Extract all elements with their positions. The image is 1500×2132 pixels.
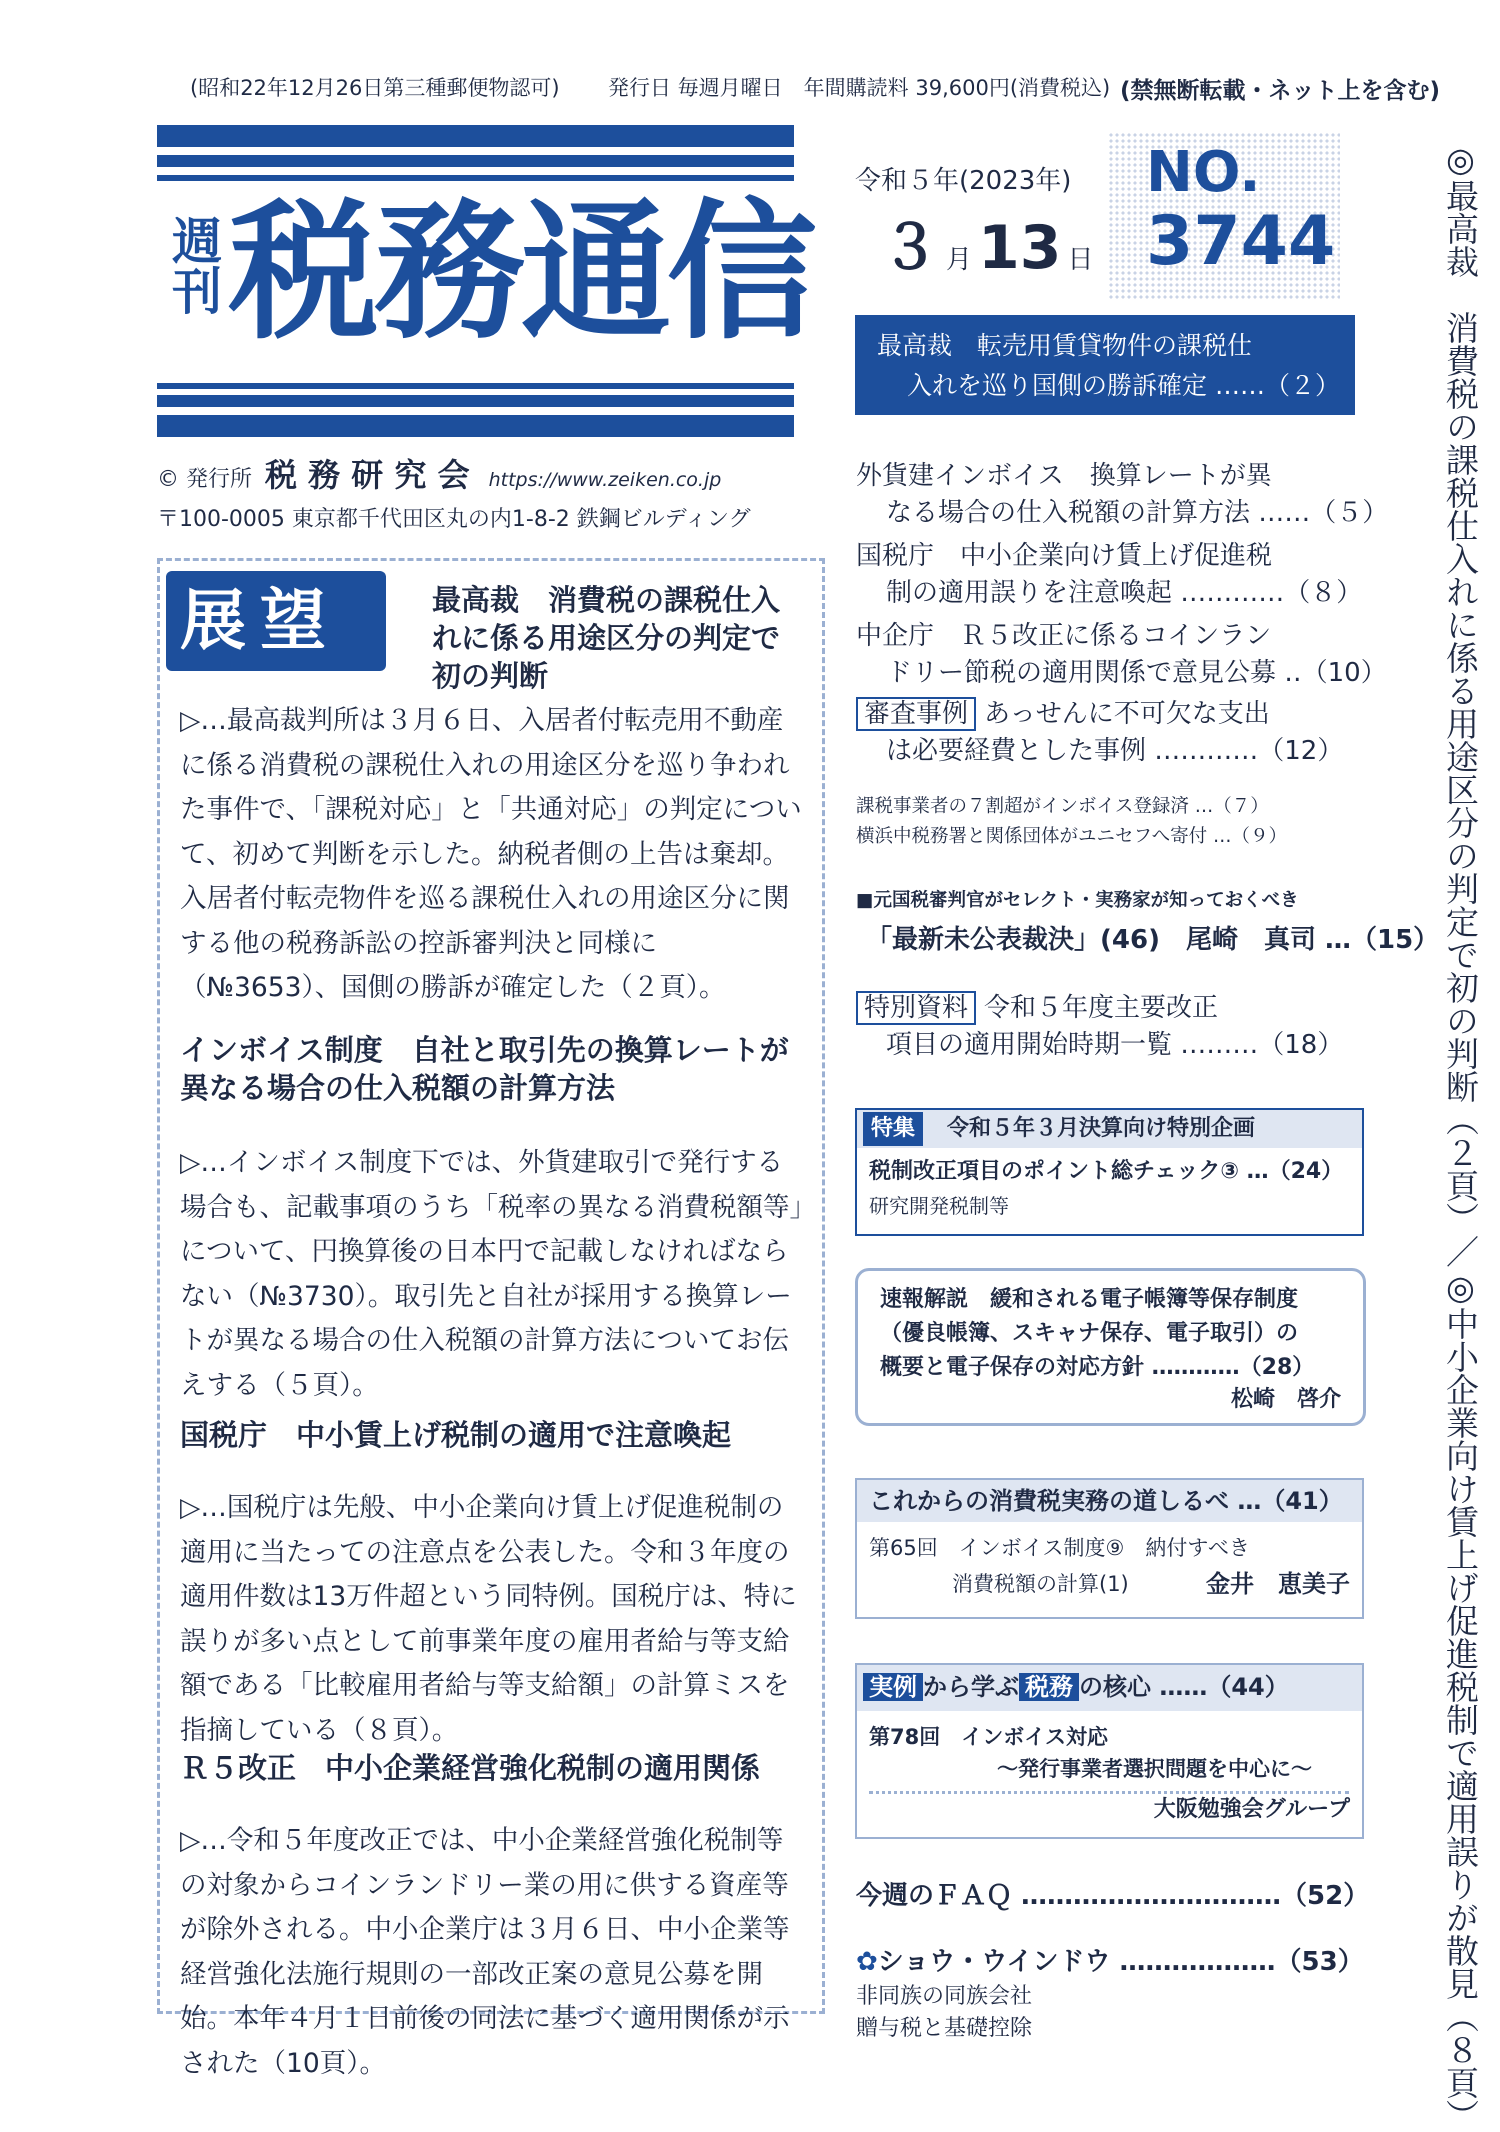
tax-tag: 税務 xyxy=(1019,1673,1079,1701)
short-news-item[interactable]: 横浜中税務署と関係団体がユニセフへ寄付 …（９） xyxy=(856,826,1288,847)
series-box-title: これからの消費税実務の道しるべ …（41） xyxy=(869,1487,1343,1515)
contents-item[interactable] xyxy=(856,618,1387,692)
case-study-tag: 実例 xyxy=(863,1673,923,1701)
day-unit: 日 xyxy=(1067,245,1094,275)
copy-notice: (禁無断転載・ネット上を含む) xyxy=(1120,78,1441,104)
publisher-address: 〒100-0005 東京都千代田区丸の内1-8-2 鉄鋼ビルディング xyxy=(157,507,751,532)
contents-line: 外貨建インボイス 換算レートが異 xyxy=(856,461,1272,491)
series-box-line-2: 消費税額の計算(1) xyxy=(952,1572,1129,1596)
date-day-number: 13 xyxy=(978,213,1062,283)
article-body: ▷…最高裁判所は３月６日、入居者付転売用不動産に係る消費税の課税仕入れの用途区分を巡り争われた事件で、「課税対応」と「共通対応」の判定について、初めて判断を示した。納税者側の上告は棄却。入居者付転売物件を巡る課税仕入れの用途区分に関する他の税務訴訟の控訴審判決と同様に（№3653）、国側の勝訴が確定した（２頁）。 xyxy=(180,705,802,1003)
faq-item[interactable]: 今週のＦＡＱ …………………………（52） xyxy=(856,1881,1370,1911)
feature-title: 令和５年３月決算向け特別企画 xyxy=(947,1116,1256,1141)
contents-line: 国税庁 中小企業向け賃上げ促進税 xyxy=(856,541,1273,571)
analysis-author: 松崎 啓介 xyxy=(1230,1387,1341,1412)
issue-info: 発行日 毎週月曜日 年間購読料 39,600円(消費税込) xyxy=(608,76,1111,100)
masthead-title: 税務通信 xyxy=(229,186,814,360)
short-news-list xyxy=(856,792,1376,852)
contents-line: 中企庁 Ｒ５改正に係るコインラン xyxy=(856,621,1272,651)
feature-tag: 特集 xyxy=(863,1112,923,1146)
case-study-author: 大阪勉強会グループ xyxy=(1153,1797,1350,1822)
case-study-title xyxy=(863,1669,1289,1705)
consumption-tax-series-box[interactable] xyxy=(855,1478,1364,1619)
month-unit: 月 xyxy=(946,245,973,275)
series-note: ■元国税審判官がセレクト・実務家が知っておくべき xyxy=(856,890,1299,911)
date-month: ３ xyxy=(880,213,940,283)
analysis-line-2: （優良帳簿、スキャナ保存、電子取引）の xyxy=(880,1321,1299,1346)
show-window-item[interactable] xyxy=(856,1944,1376,2045)
postal-permit: (昭和22年12月26日第三種郵便物認可) xyxy=(190,76,560,100)
breaking-analysis-box[interactable] xyxy=(855,1268,1366,1426)
tenbou-label-box xyxy=(166,571,386,671)
issue-number-box xyxy=(1108,132,1340,300)
series-box-author: 金井 恵美子 xyxy=(1206,1570,1350,1598)
case-study-line-1: 第78回 インボイス対応 xyxy=(869,1725,1109,1749)
case-study-title-mid: から学ぶ xyxy=(923,1673,1019,1701)
feature-box[interactable] xyxy=(855,1108,1364,1236)
contents-line: なる場合の仕入税額の計算方法 ……（５） xyxy=(886,498,1389,528)
special-material-item[interactable] xyxy=(856,990,1376,1064)
show-window-line-2: 贈与税と基礎控除 xyxy=(856,2016,1033,2041)
contents-line: 項目の適用開始時期一覧 ………（18） xyxy=(886,1030,1344,1060)
top-info-line xyxy=(190,72,1470,108)
article-heading: Ｒ５改正 中小企業経営強化税制の適用関係 xyxy=(180,1751,761,1785)
publisher-name: 税 務 研 究 会 xyxy=(265,456,470,494)
show-window-line-1: 非同族の同族会社 xyxy=(856,1984,1033,2009)
contents-item[interactable] xyxy=(856,696,1376,770)
publisher-line xyxy=(157,450,817,496)
article-heading: 最高裁 消費税の課税仕入れに係る用途区分の判定で初の判断 xyxy=(432,583,781,693)
case-tag: 審査事例 xyxy=(856,697,976,731)
feature-line-2: 研究開発税制等 xyxy=(869,1194,1009,1218)
featured-line-1: 最高裁 転売用賃貸物件の課税仕 xyxy=(877,331,1253,360)
short-news-item[interactable]: 課税事業者の７割超がインボイス登録済 …（７） xyxy=(856,796,1269,817)
show-window-title: ショウ・ウインドウ ………………（53） xyxy=(877,1947,1364,1977)
copyright-mark: © xyxy=(157,467,179,492)
feature-line-1: 税制改正項目のポイント総チェック③ …（24） xyxy=(869,1159,1344,1184)
series-box-line-1: 第65回 インボイス制度⑨ 納付すべき xyxy=(869,1536,1250,1560)
special-tag: 特別資料 xyxy=(856,991,976,1025)
flower-icon: ✿ xyxy=(856,1947,878,1977)
contents-line: ドリー節税の適用関係で意見公募 ‥（10） xyxy=(886,658,1387,688)
issue-date xyxy=(880,200,1094,286)
contents-line: 制の適用誤りを注意喚起 …………（８） xyxy=(886,578,1363,608)
masthead xyxy=(157,125,814,425)
issue-number: 3744 xyxy=(1146,202,1336,281)
weekly-label: 週刊 xyxy=(164,215,222,315)
contents-item[interactable] xyxy=(856,538,1376,612)
article-heading: 国税庁 中小賃上げ税制の適用で注意喚起 xyxy=(180,1418,732,1452)
analysis-line-3: 概要と電子保存の対応方針 …………（28） xyxy=(880,1355,1315,1380)
vertical-highlights: ◎最高裁 消費税の課税仕入れに係る用途区分の判定で初の判断（２頁）／◎中小企業向け賃上げ促進税制で適用誤りが散見（８頁） xyxy=(1441,140,1480,2132)
article-heading: インボイス制度 自社と取引先の換算レートが異なる場合の仕入税額の計算方法 xyxy=(180,1033,789,1105)
contents-line: あっせんに不可欠な支出 xyxy=(984,699,1270,729)
analysis-line-1: 速報解説 緩和される電子帳簿等保存制度 xyxy=(880,1287,1299,1312)
featured-line-2: 入れを巡り国側の勝訴確定 ……（２） xyxy=(907,371,1340,400)
date-era: 令和５年(2023年) xyxy=(855,166,1072,196)
featured-contents-item[interactable] xyxy=(855,315,1355,415)
article-body: ▷…インボイス制度下では、外貨建取引で発行する場合も、記載事項のうち「税率の異なる消費税額等」について、円換算後の日本円で記載しなければならない（№3730）。取引先と自社が採用する換算レートが異なる場合の仕入税額の計算方法についてお伝えする（５頁）。 xyxy=(180,1147,803,1401)
contents-line: 令和５年度主要改正 xyxy=(984,993,1219,1023)
case-study-line-2: ～発行事業者選択問題を中心に～ xyxy=(997,1757,1312,1781)
article-body: ▷…国税庁は先般、中小企業向け賃上げ促進税制の適用に当たっての注意点を公表した。令和３年度の適用件数は13万件超という同特例。国税庁は、特に誤りが多い点として前事業年度の雇用者給与等支給額である「比較雇用者給与等支給額」の計算ミスを指摘している（８頁）。 xyxy=(180,1492,797,1746)
tenbou-section xyxy=(157,558,825,2079)
publisher-label: 発行所 xyxy=(186,467,253,492)
article-body: ▷…令和５年度改正では、中小企業経営強化税制等の対象からコインランドリー業の用に供する資産等が除外される。中小企業庁は３月６日、中小企業等経営強化法施行規則の一部改正案の意見公募を開始。本年４月１日前後の同法に基づく適用関係が示された（10頁）。 xyxy=(180,1825,790,2079)
publisher-url[interactable]: https://www.zeiken.co.jp xyxy=(488,469,722,491)
issue-label: NO. xyxy=(1146,140,1261,205)
tenbou-label: 展望 xyxy=(180,582,340,659)
contents-line: は必要経費とした事例 …………（12） xyxy=(886,736,1344,766)
contents-item[interactable] xyxy=(856,458,1389,532)
case-study-series-box[interactable] xyxy=(855,1663,1364,1839)
series-title[interactable]: 「最新未公表裁決」(46) 尾崎 真司 …（15） xyxy=(866,925,1440,955)
case-study-title-end: の核心 ……（44） xyxy=(1079,1673,1289,1701)
